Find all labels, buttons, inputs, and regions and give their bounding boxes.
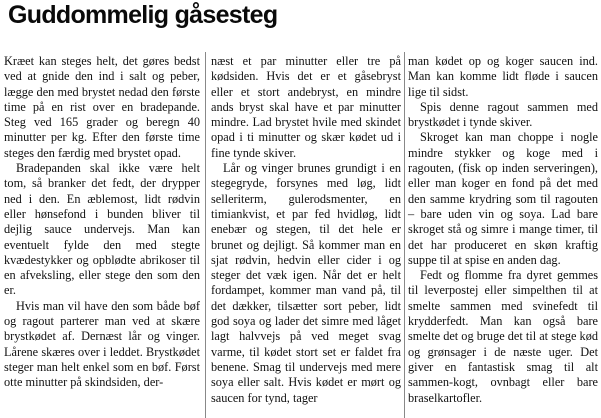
paragraph: man kødet op og koger saucen ind. Man kan komme lidt fløde i saucen lige til sidst. — [408, 54, 598, 99]
article-column-2 — [211, 54, 401, 406]
paragraph: næst et par minutter eller tre på kødsiden. Hvis det er et gåsebryst eller et stort andebryst, en mindre ands bryst skal have et par minutter mindre. Lad brystet hvile med skindet opad i ti minutter og skær kødet ud i fine tynde skiver. — [211, 54, 401, 160]
paragraph: Lår og vinger brunes grundigt i en stegegryde, forsynes med løg, lidt selleriterm, gulerodsmenter, en timiankvist, et par fed hvidløg, lidt enebær og stegen, til det hele er brunet og dejligt. Så kommer man en sjat rødvin, hedvin eller cider i og steger det væk igen. Når det er helt fordampet, kommer man vand på, til det dækker, tilsætter sort peber, lidt god soya og lader det simre med låget lagt halvvejs på ved meget svag varme, til kødet stort set er faldet fra benene. Smag til undervejs med mere soya eller salt. Hvis kødet er mørt og saucen for tynd, tager — [211, 161, 401, 405]
article-title: Guddommelig gåsesteg — [8, 1, 278, 29]
paragraph: Fedt og flomme fra dyret gemmes til leverpostej eller simpelthen til at smelte sammen med svinefedt til krydderfedt. Man kan også bare smelte det og bruge det til at stege kød og grønsager i de næste uger. Det giver en fantastisk smag til alt sammen-kogt, ovnbagt eller bare braselkartofler. — [408, 268, 598, 405]
paragraph: Bradepanden skal ikke være helt tom, så branker det fedt, der drypper ned i den. En æblemost, lidt rødvin eller hønsefond i bunden bliver til dejlig sauce undervejs. Man kan eventuelt fylde den med stegte kvædestykker og opblødte abrikoser til en afveksling, eller stege den som den er. — [4, 161, 200, 298]
article-column-1 — [4, 54, 200, 391]
paragraph: Skroget kan man choppe i nogle mindre stykker og koge med i ragouten, (fisk op inden serveringen), eller man koger en fond på det med den samme krydring som til ragouten – bare uden vin og soya. Lad bare skroget stå og simre i mange timer, til det har produceret en skøn kraftig suppe til at spise en anden dag. — [408, 130, 598, 267]
column-divider — [404, 52, 405, 418]
paragraph: Kræet kan steges helt, det gøres bedst ved at gnide den ind i salt og peber, lægge den med brystet nedad den første time på en rist over en bradepande. Steg ved 165 grader og beregn 40 minutter per kg. Efter den første time steges den færdig med brystet opad. — [4, 54, 200, 160]
article-column-3 — [408, 54, 598, 406]
column-divider — [205, 52, 206, 418]
paragraph: Spis denne ragout sammen med brystkødet i tynde skiver. — [408, 99, 598, 130]
paragraph: Hvis man vil have den som både bøf og ragout parterer man ved at skære brystkødet af. Dernæst lår og vinger. Lårene skæres over i leddet. Brystkødet steger man helt enkel som en bøf. Først otte minutter på skindsiden, der- — [4, 298, 200, 390]
